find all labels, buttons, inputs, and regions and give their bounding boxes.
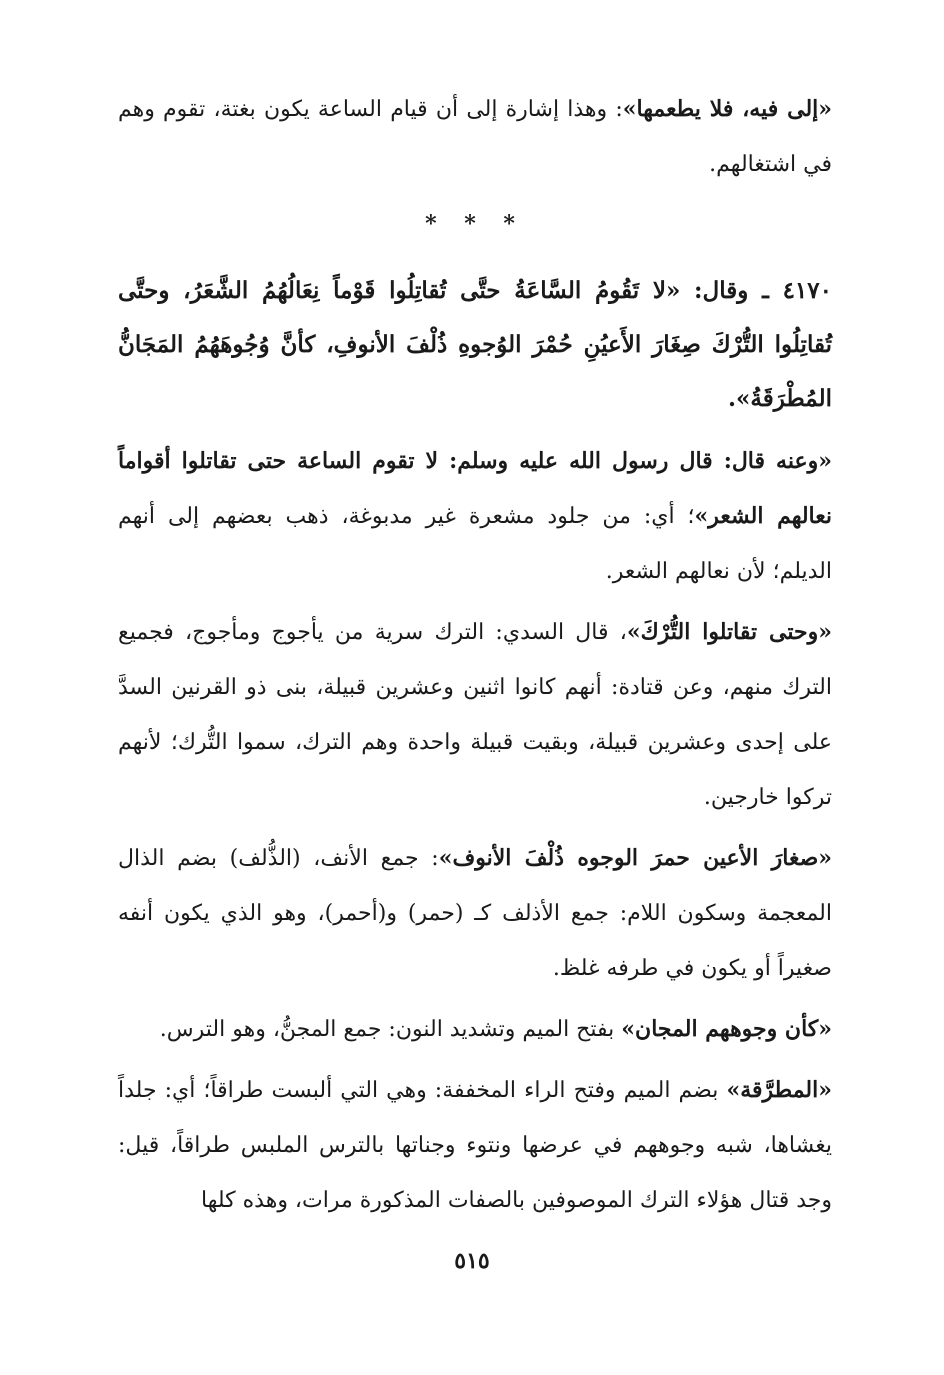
paragraph-text: بفتح الميم وتشديد النون: جمع المجنُّ، وهو الترس. (159, 1017, 622, 1042)
paragraph-lead: «صغارَ الأعين حمرَ الوجوه ذُلْفَ الأنوف» (438, 845, 832, 871)
paragraph-text: ، قال السدي: الترك سرية من يأجوج ومأجوج، فجميع الترك منهم، وعن قتادة: أنهم كانوا اثنين وعشرين قبيلة، بنى ذو القرنين السدَّ على إحدى وعشرين قبيلة، وبقيت قبيلة واحدة وهم الترك، سموا التُّرك؛ لأنهم تركوا خارجين. (118, 620, 832, 810)
paragraph-lead: «إلى فيه، فلا يطعمها» (622, 96, 833, 122)
page-text-body (118, 82, 832, 1228)
commentary-paragraph-1 (118, 434, 832, 599)
intro-paragraph (118, 82, 832, 192)
commentary-paragraph-4 (118, 1002, 832, 1057)
paragraph-text: بضم الميم وفتح الراء المخففة: وهي التي ألبست طراقاً؛ أي: جلداً يغشاها، شبه وجوههم في عرضها ونتوء وجناتها بالترس الملبس طراقاً، قيل: وجد قتال هؤلاء الترك الموصوفين بالصفات المذكورة مرات، وهذه كلها (118, 1078, 832, 1213)
paragraph-text: : جمع الأنف، (الذُّلف) بضم الذال المعجمة وسكون اللام: جمع الأذلف كـ (حمر) و(أحمر)، وهو الذي يكون أنفه صغيراً أو يكون في طرفه غلظ. (118, 846, 832, 981)
paragraph-text: ؛ أي: من جلود مشعرة غير مدبوغة، ذهب بعضهم إلى أنهم الديلم؛ لأن نعالهم الشعر. (118, 504, 832, 584)
paragraph-lead: «وحتى تقاتلوا التُّرْكَ» (626, 619, 832, 645)
page-number: ٥١٥ (454, 1248, 490, 1274)
section-separator: * * * (425, 211, 525, 237)
paragraph-text: : وهذا إشارة إلى أن قيام الساعة يكون بغتة، تقوم وهم في اشتغالهم. (118, 97, 832, 177)
commentary-paragraph-5 (118, 1063, 832, 1228)
hadith-text: ٤١٧٠ ـ وقال: «لا تَقُومُ السَّاعَةُ حتَّى تُقاتِلُوا قَوْماً نِعَالُهُمُ الشَّعَرُ، وحتَّى تُقاتِلُوا التُّرْكَ صِغَارَ الأَعيُنِ حُمْرَ الوُجوهِ ذُلْفَ الأنوفِ، كأنَّ وُجُوهَهُمُ المَجَانُّ المُطْرَقَةُ». (118, 277, 832, 412)
commentary-paragraph-3 (118, 831, 832, 996)
paragraph-lead: «كأن وجوههم المجان» (621, 1016, 832, 1042)
commentary-paragraph-2 (118, 605, 832, 825)
paragraph-lead: «وعنه قال: قال رسول الله عليه وسلم: لا تقوم الساعة حتى تقاتلوا أقواماً نعالهم الشعر» (118, 448, 832, 529)
paragraph-lead: «المطرَّقة» (726, 1077, 832, 1103)
